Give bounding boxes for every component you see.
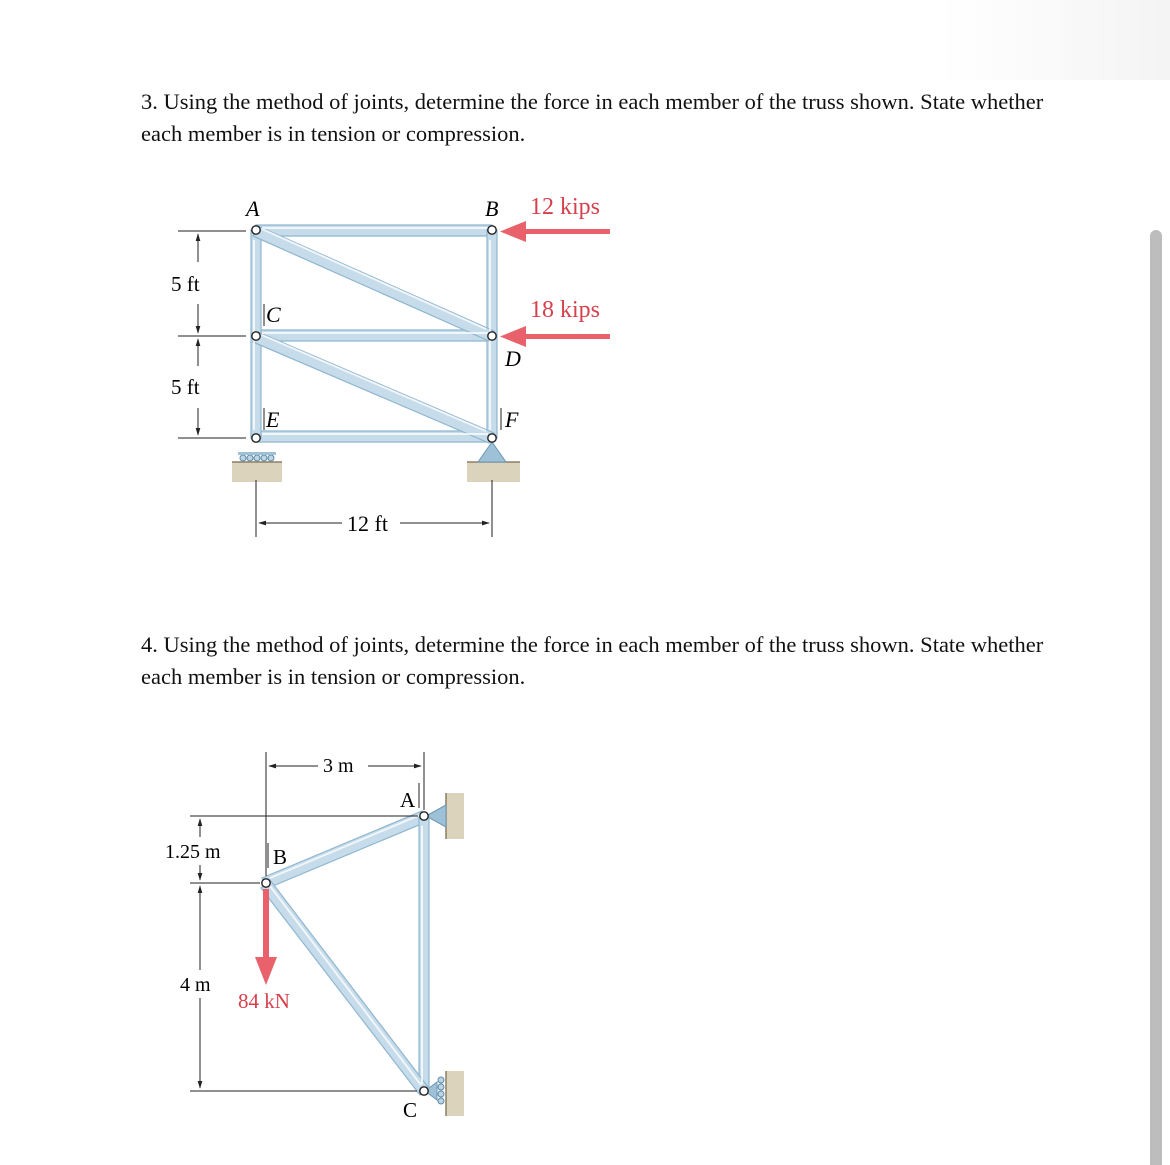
label-dim-width: 12 ft	[347, 511, 388, 536]
wall-roller-support-C	[425, 1071, 464, 1116]
label-dim-horizontal: 3 m	[323, 755, 354, 777]
label-dim-lower-height: 5 ft	[171, 375, 200, 399]
label-dim-upper-height: 5 ft	[171, 272, 200, 296]
label-joint-F: F	[505, 407, 519, 432]
wall-support-A	[426, 793, 464, 839]
joint-C	[420, 1087, 428, 1095]
joint-B	[262, 879, 270, 887]
label-joint-E: E	[266, 407, 280, 432]
label-dim-upper-height: 1.25 m	[165, 841, 221, 863]
label-joint-C: C	[403, 1098, 418, 1122]
label-joint-A: A	[400, 788, 416, 812]
label-load-84kN: 84 kN	[238, 989, 290, 1013]
joint-A	[420, 812, 428, 820]
problem-3-text: 3. Using the method of joints, determine the force in each member of the truss shown. State whether each member is in tension or compression.	[141, 89, 1044, 146]
label-joint-A: A	[246, 196, 260, 221]
label-joint-D: D	[505, 346, 521, 371]
label-dim-lower-height: 4 m	[180, 974, 211, 996]
problem-4-text: 4. Using the method of joints, determine the force in each member of the truss shown. State whether each member is in tension or compression.	[141, 632, 1044, 689]
top-right-shade	[940, 0, 1170, 80]
label-joint-B: B	[273, 845, 288, 869]
label-load-12kips: 12 kips	[530, 194, 601, 220]
label-joint-C: C	[266, 302, 281, 327]
member-AC	[419, 816, 429, 1091]
label-load-18kips: 18 kips	[530, 297, 601, 323]
scrollbar[interactable]	[1150, 230, 1162, 1165]
label-joint-B: B	[485, 196, 499, 221]
